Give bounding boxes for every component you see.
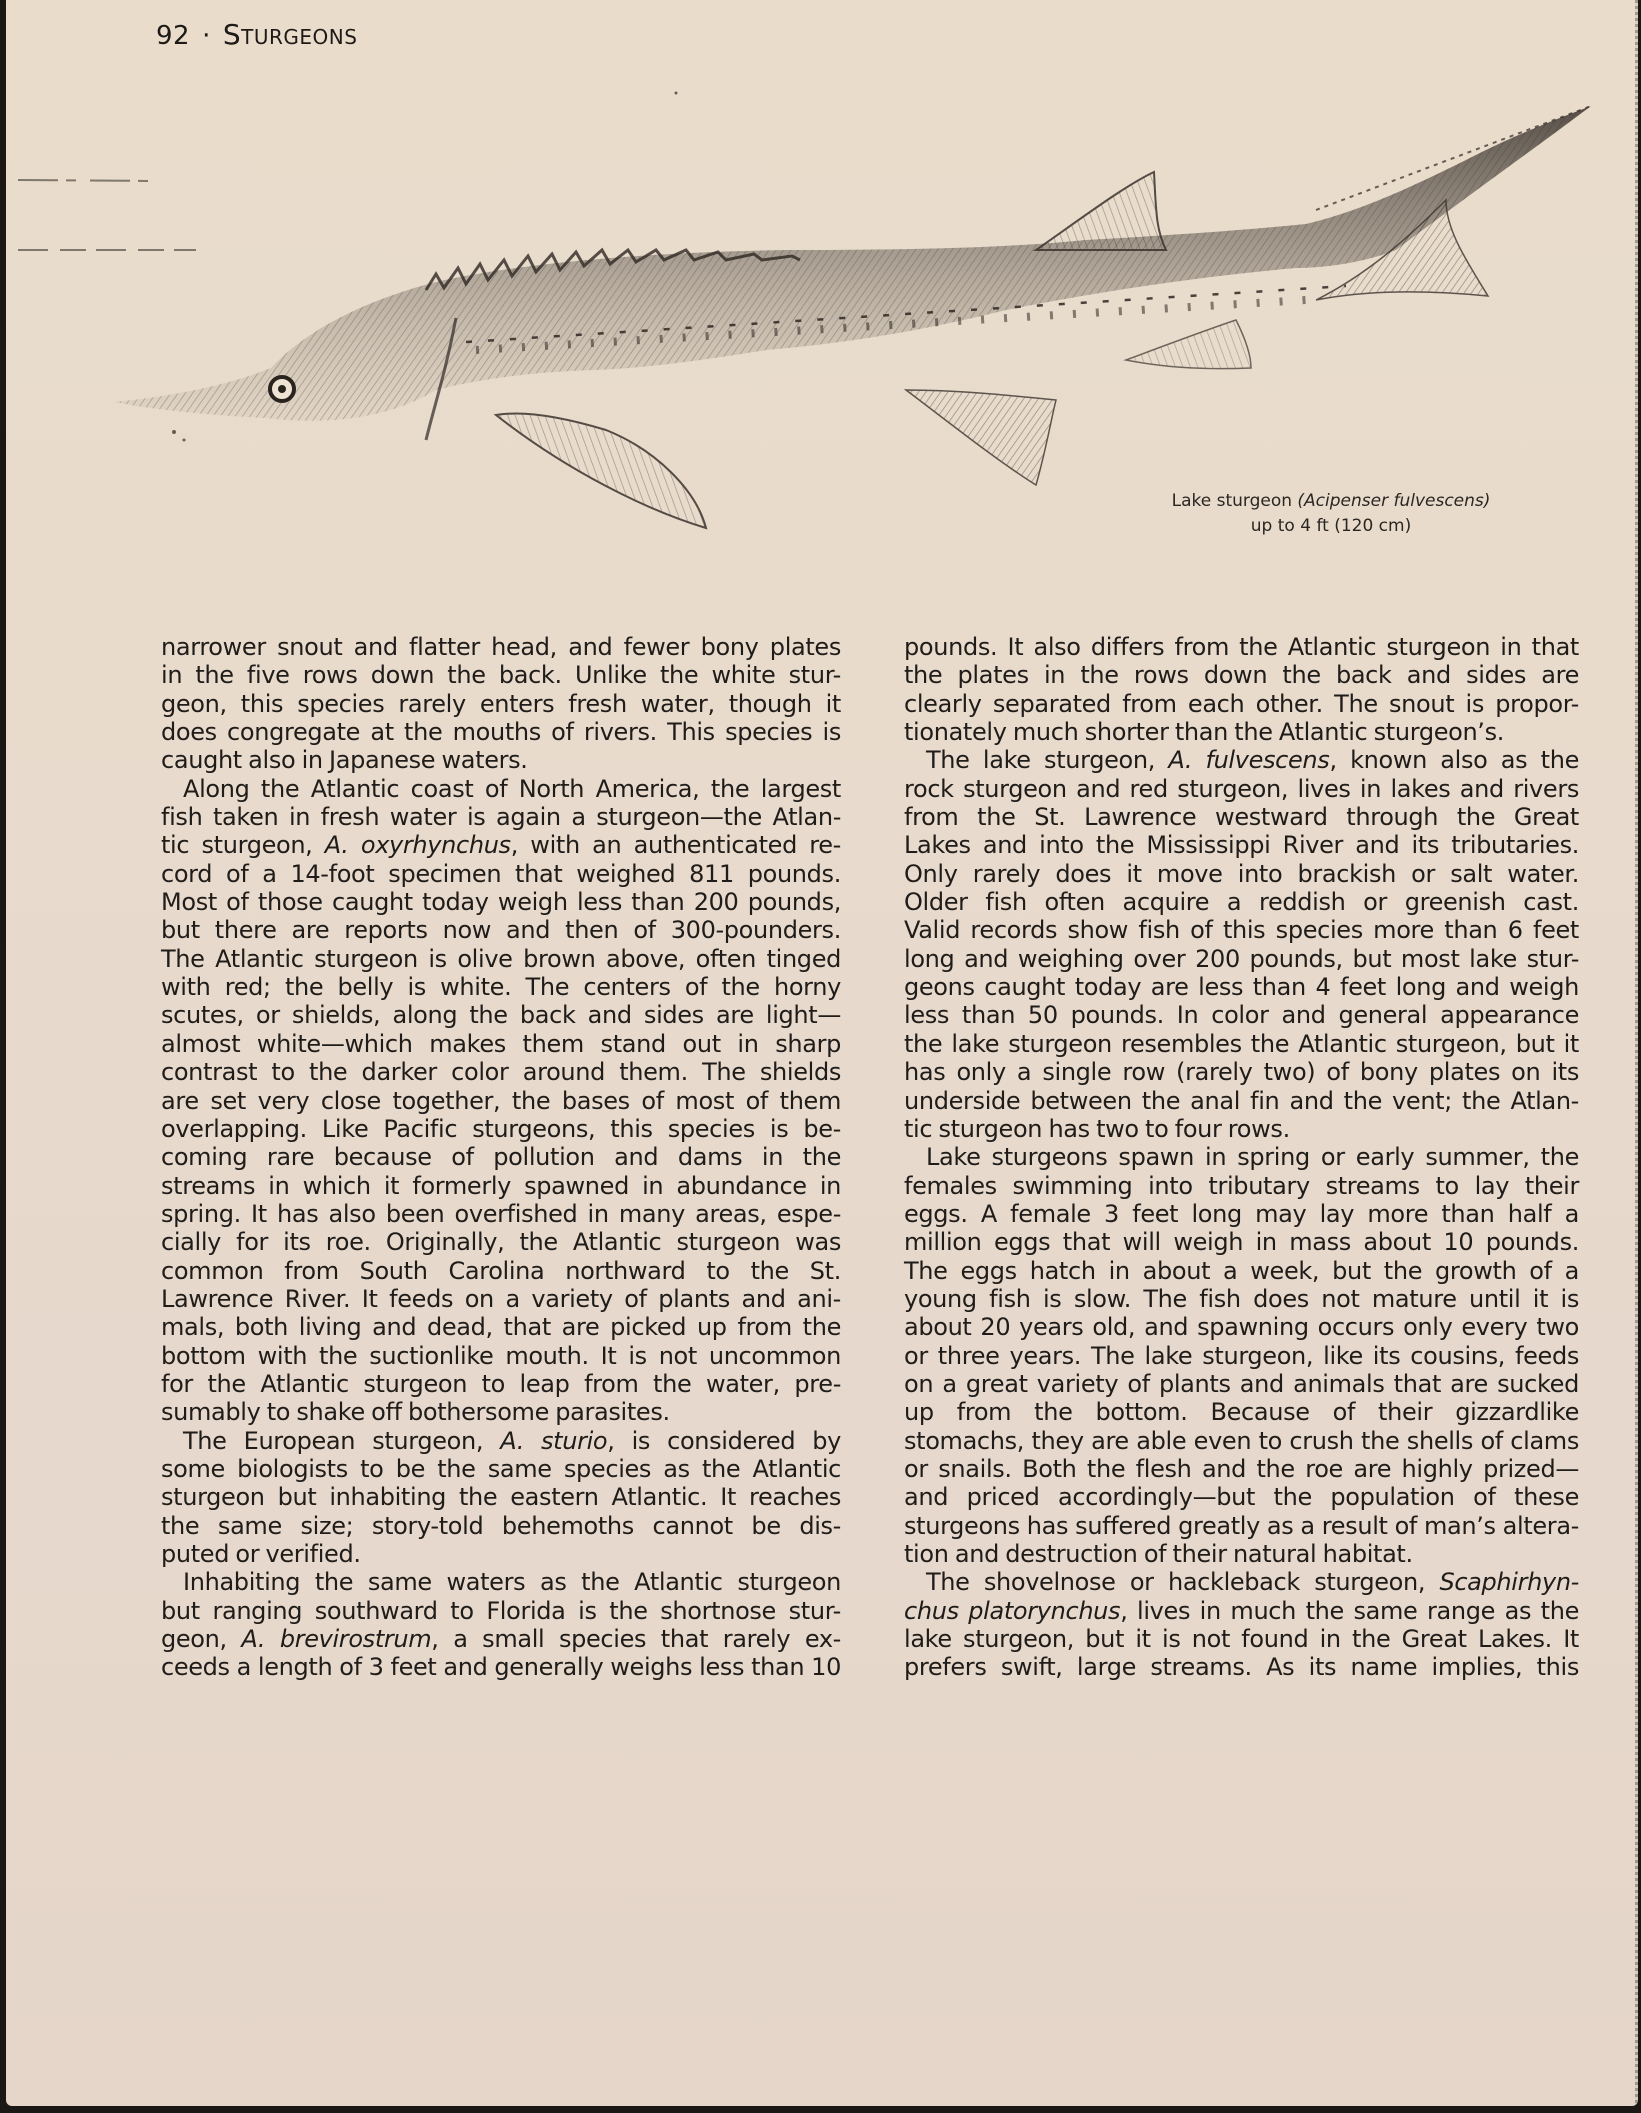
text-line: are set very close together, the bases of most of them: [161, 1086, 841, 1115]
text-line: narrower snout and flatter head, and fewer bony plates: [161, 633, 841, 661]
text-line: Lake sturgeons spawn in spring or early summer, the: [926, 1143, 1579, 1172]
running-head: [156, 18, 357, 51]
page-edge: [1635, 0, 1638, 2106]
species-name: A. oxyrhynchus: [324, 831, 511, 860]
text-line: sumably to shake off bothersome parasites.: [161, 1398, 670, 1427]
text-line: cord of a 14-foot specimen that weighed 811 pounds.: [161, 859, 841, 888]
text-line: but there are reports now and then of 300-pounders.: [161, 916, 841, 945]
text-line: from the St. Lawrence westward through the Great: [904, 803, 1579, 832]
text-line: scutes, or shields, along the back and sides are light—: [161, 1001, 841, 1030]
text-line: or snails. Both the flesh and the roe are highly prized—: [904, 1454, 1579, 1483]
caption-species-name: (Acipenser fulvescens): [1297, 491, 1491, 511]
text-line: the same size; story-told behemoths cannot be dis-: [161, 1511, 841, 1540]
text-line: The European sturgeon, A. sturio, is considered by: [183, 1426, 841, 1455]
text-line: rock sturgeon and red sturgeon, lives in lakes and rivers: [904, 774, 1579, 803]
caption-line-1: Lake sturgeon (Acipenser fulvescens): [1171, 491, 1491, 511]
text-line: females swimming into tributary streams to lay their: [904, 1171, 1579, 1200]
text-line: lake sturgeon, but it is not found in the Great Lakes. It: [904, 1625, 1579, 1654]
species-name: chus platorynchus: [904, 1596, 1121, 1625]
text-line: coming rare because of pollution and dams in the: [161, 1143, 841, 1172]
text-line: for the Atlantic sturgeon to leap from the water, pre-: [161, 1369, 841, 1398]
text-line: stomachs, they are able even to crush the shells of clams: [904, 1426, 1579, 1455]
text-line: tion and destruction of their natural habitat.: [904, 1540, 1413, 1568]
species-name: Scaphirhyn-: [1439, 1568, 1579, 1597]
text-line: about 20 years old, and spawning occurs only every two: [904, 1313, 1579, 1342]
text-line: Along the Atlantic coast of North America, the largest: [183, 774, 841, 803]
pectoral-fin: [496, 413, 706, 528]
text-line: less than 50 pounds. In color and general appearance: [904, 1001, 1579, 1030]
text-line: The eggs hatch in about a week, but the growth of a: [904, 1256, 1579, 1285]
text-line: spring. It has also been overfished in many areas, espe-: [161, 1199, 841, 1228]
text-line: tionately much shorter than the Atlantic sturgeon’s.: [904, 718, 1505, 747]
text-line: some biologists to be the same species as the Atlantic: [161, 1454, 841, 1483]
text-line: mals, both living and dead, that are picked up from the: [161, 1313, 841, 1342]
text-line: caught also in Japanese waters.: [161, 746, 528, 775]
text-line: prefers swift, large streams. As its name implies, this: [904, 1653, 1579, 1682]
text-line: The Atlantic sturgeon is olive brown above, often tinged: [161, 944, 841, 973]
text-line: underside between the anal fin and the vent; the Atlan-: [904, 1086, 1579, 1115]
text-line: cially for its roe. Originally, the Atlantic sturgeon was: [161, 1228, 841, 1257]
scan-marks: [18, 180, 196, 250]
text-line: streams in which it formerly spawned in abundance in: [161, 1171, 841, 1200]
text-line: clearly separated from each other. The snout is propor-: [904, 689, 1579, 718]
text-line: tic sturgeon, A. oxyrhynchus, with an authenticated re-: [161, 831, 841, 860]
species-name: A. sturio: [500, 1426, 608, 1455]
book-page: [6, 0, 1638, 2106]
text-line: or three years. The lake sturgeon, like its cousins, feeds: [904, 1341, 1579, 1370]
header-separator: ·: [202, 21, 211, 51]
text-line: almost white—which makes them stand out in sharp: [161, 1029, 841, 1058]
text-line: pounds. It also differs from the Atlantic sturgeon in that: [904, 633, 1579, 661]
dorsal-fin: [1036, 172, 1166, 250]
lake-sturgeon-illustration: [6, 70, 1638, 550]
text-line: and priced accordingly—but the population of these: [904, 1483, 1579, 1512]
text-line: up from the bottom. Because of their gizzardlike: [904, 1398, 1579, 1427]
species-name: A. fulvescens: [1168, 746, 1330, 775]
section-title: Sturgeons: [222, 18, 358, 51]
text-line: sturgeon but inhabiting the eastern Atlantic. It reaches: [161, 1483, 841, 1512]
text-line: million eggs that will weigh in mass about 10 pounds.: [904, 1228, 1579, 1257]
text-line: Lakes and into the Mississippi River and its tributaries.: [904, 831, 1579, 860]
text-line: the lake sturgeon resembles the Atlantic sturgeon, but it: [904, 1029, 1579, 1058]
text-line: Inhabiting the same waters as the Atlantic sturgeon: [183, 1568, 841, 1597]
page-number: 92: [156, 21, 191, 51]
text-line: bottom with the suctionlike mouth. It is not uncommon: [161, 1341, 841, 1370]
text-line: contrast to the darker color around them. The shields: [161, 1058, 841, 1087]
text-line: tic sturgeon has two to four rows.: [904, 1114, 1290, 1143]
caption-line-2: up to 4 ft (120 cm): [1250, 516, 1412, 536]
text-line: geon, A. brevirostrum, a small species that rarely ex-: [161, 1625, 841, 1654]
text-line: the plates in the rows down the back and sides are: [904, 661, 1579, 690]
text-line: The shovelnose or hackleback sturgeon, Scaphirhyn-: [926, 1568, 1579, 1597]
text-line: in the five rows down the back. Unlike the white stur-: [161, 661, 841, 690]
text-column-right: [904, 633, 1579, 1682]
text-line: common from South Carolina northward to the St.: [161, 1256, 841, 1285]
text-line: Most of those caught today weigh less than 200 pounds,: [161, 888, 841, 917]
text-line: Lawrence River. It feeds on a variety of plants and ani-: [161, 1284, 841, 1313]
text-line: ceeds a length of 3 feet and generally weighs less than 10: [161, 1653, 841, 1682]
text-line: Older fish often acquire a reddish or greenish cast.: [904, 888, 1579, 917]
figure-caption: [1096, 489, 1566, 539]
text-line: Only rarely does it move into brackish or salt water.: [904, 859, 1579, 888]
text-line: puted or verified.: [161, 1540, 361, 1568]
pelvic-fin: [906, 390, 1056, 485]
text-line: but ranging southward to Florida is the shortnose stur-: [161, 1596, 841, 1625]
text-column-left: [161, 633, 841, 1682]
text-line: geon, this species rarely enters fresh water, though it: [161, 689, 841, 718]
text-line: eggs. A female 3 feet long may lay more than half a: [904, 1199, 1579, 1228]
text-line: with red; the belly is white. The centers of the horny: [161, 973, 841, 1002]
text-line: chus platorynchus, lives in much the same range as the: [904, 1596, 1579, 1625]
text-line: sturgeons has suffered greatly as a result of man’s altera-: [904, 1511, 1579, 1540]
text-line: does congregate at the mouths of rivers. This species is: [161, 718, 841, 747]
anal-fin: [1126, 320, 1251, 369]
species-name: A. brevirostrum: [241, 1625, 432, 1654]
text-line: geons caught today are less than 4 feet long and weigh: [904, 973, 1579, 1002]
text-line: The lake sturgeon, A. fulvescens, known also as the: [926, 746, 1579, 775]
text-line: fish taken in fresh water is again a sturgeon—the Atlan-: [161, 803, 841, 832]
text-line: Valid records show fish of this species more than 6 feet: [904, 916, 1579, 945]
text-line: long and weighing over 200 pounds, but most lake stur-: [904, 944, 1579, 973]
text-line: overlapping. Like Pacific sturgeons, this species is be-: [161, 1114, 841, 1143]
text-line: on a great variety of plants and animals that are sucked: [904, 1369, 1579, 1398]
text-line: has only a single row (rarely two) of bony plates on its: [904, 1058, 1579, 1087]
text-line: young fish is slow. The fish does not mature until it is: [904, 1284, 1579, 1313]
